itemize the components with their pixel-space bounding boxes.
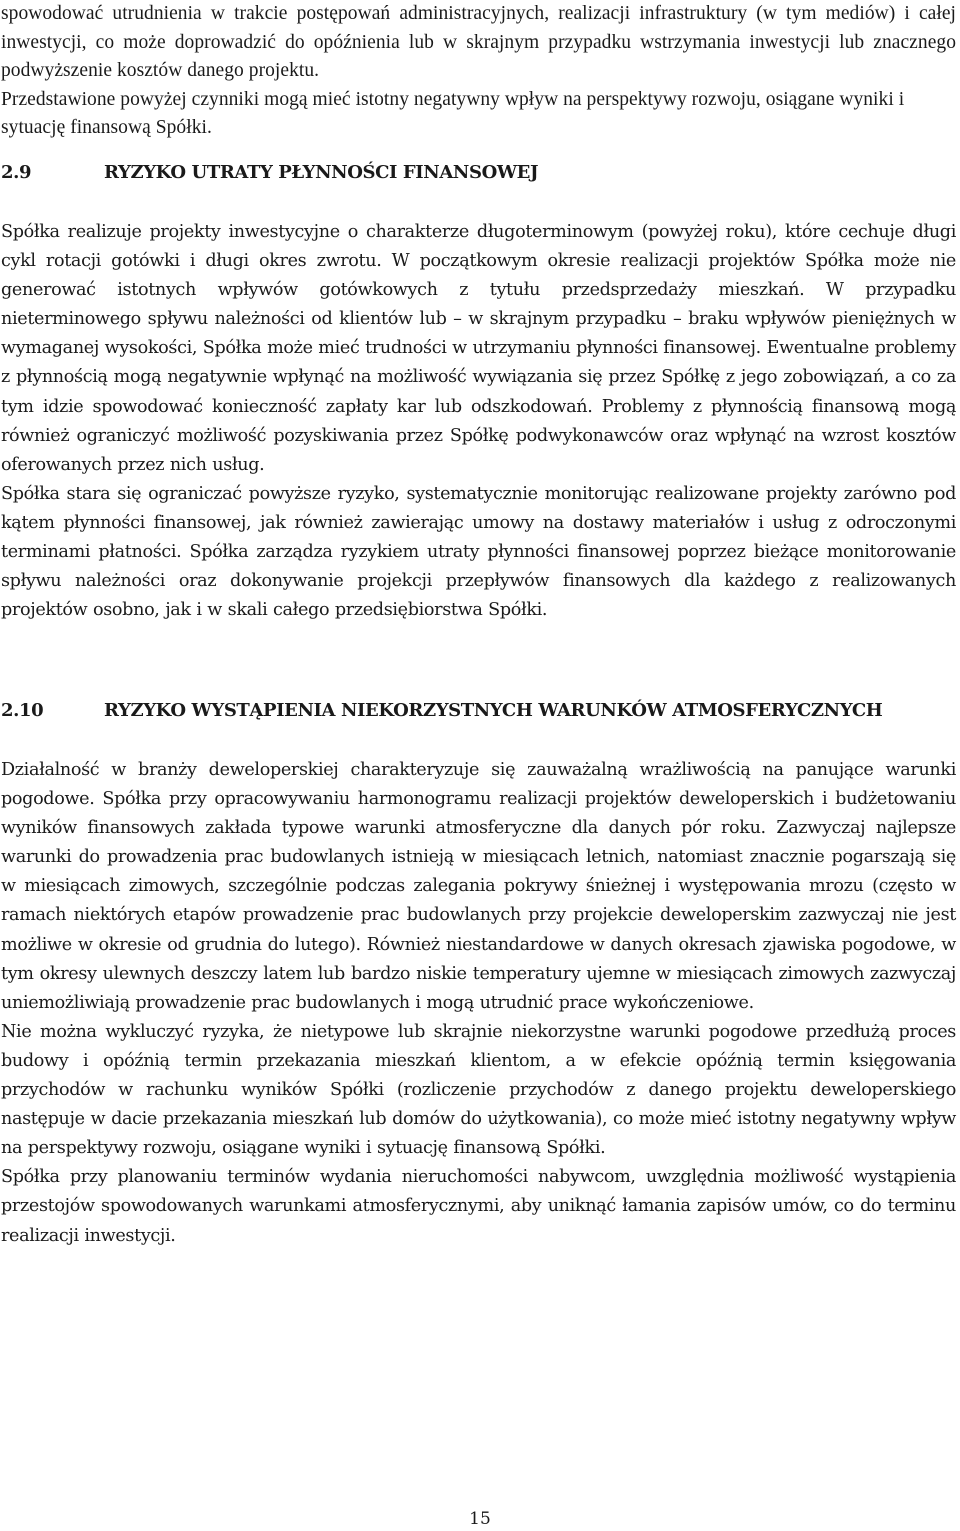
- paragraph: Spółka stara się ograniczać powyższe ryzyko, systematycznie monitorując realizowane projekty zarówno pod kątem płynności finansowej, jak również zawierając umowy na dostawy materiałów i usług z odroczonymi terminami płatności. Spółka zarządza ryzykiem utraty płynności finansowej poprzez bieżące monitorowanie spływu należności oraz dokonywanie projekcji przepływów finansowych dla każdego z realizowanych projektów osobno, jak i w skali całego przedsiębiorstwa Spółki.: [1, 483, 956, 621]
- paragraph: Spółka przy planowaniu terminów wydania nieruchomości nabywcom, uwzględnia możliwość wystąpienia przestojów spowodowanych warunkami atmosferycznymi, aby uniknąć łamania zapisów umów, co do terminu realizacji inwestycji.: [1, 1167, 956, 1246]
- paragraph: Spółka realizuje projekty inwestycyjne o charakterze długoterminowym (powyżej roku), które cechuje długi cykl rotacji gotówki i długi okres zwrotu. W początkowym okresie realizacji projektów Spółka może nie generować istotnych wpływów gotówkowych z tytułu przedsprzedaży mieszkań. W przypadku nieterminowego spływu należności od klientów lub – w skrajnym przypadku – braku wpływów pieniężnych w wymaganej wysokości, Spółka może mieć trudności w utrzymaniu płynności finansowej. Ewentualne problemy z płynnością mogą negatywnie wpłynąć na możliwość wywiązania się przez Spółkę z jego zobowiązań, a co za tym idzie spowodować konieczność zapłaty kar lub odszkodowań. Problemy z płynnością finansową mogą również ograniczyć możliwość pozyskiwania przez Spółkę podwykonawców oraz wpłynąć na wzrost kosztów oferowanych przez nich usług.: [1, 222, 956, 475]
- section-title: RYZYKO UTRATY PŁYNNOŚCI FINANSOWEJ: [104, 162, 539, 183]
- section-number: 2.10: [1, 700, 44, 721]
- intro-text: [0, 0, 958, 143]
- intro-paragraph-1: spowodować utrudnienia w trakcie postępowań administracyjnych, realizacji infrastruktury (w tym mediów) i całej inwestycji, co może doprowadzić do opóźnienia lub w skrajnym przypadku wstrzymania inwestycji lub znacznego podwyższenie kosztów danego projektu.: [1, 3, 956, 82]
- section-body: [0, 218, 958, 625]
- paragraph: Nie można wykluczyć ryzyka, że nietypowe lub skrajnie niekorzystne warunki pogodowe przedłużą proces budowy i opóźnią termin przekazania mieszkań klientom, a w efekcie opóźnią termin księgowania przychodów w rachunku wyników Spółki (rozliczenie przychodów z danego projektu deweloperskiego następuje w dacie przekazania mieszkań lub domów do użytkowania), co może mieć istotny negatywny wpływ na perspektywy rozwoju, osiągane wyniki i sytuację finansową Spółki.: [1, 1021, 956, 1159]
- section-heading: [0, 162, 958, 192]
- section-number: 2.9: [1, 162, 32, 183]
- section-body: [0, 756, 958, 1251]
- section-2-9: [0, 162, 958, 625]
- section-title: RYZYKO WYSTĄPIENIA NIEKORZYSTNYCH WARUNKÓW ATMOSFERYCZNYCH: [104, 700, 883, 721]
- page-number: 15: [469, 1509, 491, 1529]
- section-2-10: [0, 700, 958, 1251]
- intro-paragraph-2: Przedstawione powyżej czynniki mogą mieć istotny negatywny wpływ na perspektywy rozwoju, osiągane wyniki i sytuację finansową Spółki.: [1, 88, 905, 139]
- paragraph: Działalność w branży deweloperskiej charakteryzuje się zauważalną wrażliwością na panujące warunki pogodowe. Spółka przy opracowywaniu harmonogramu realizacji projektów deweloperskich i budżetowaniu wyników finansowych zakłada typowe warunki atmosferyczne dla danych pór roku. Zazwyczaj najlepsze warunki do prowadzenia prac budowlanych istnieją w miesiącach letnich, natomiast znacznie pogarszają się w miesiącach zimowych, szczególnie podczas zalegania pokrywy śnieżnej i występowania mrozu (często w ramach niektórych etapów prowadzenie prac budowlanych przy projekcie deweloperskim zazwyczaj nie jest możliwe w okresie od grudnia do lutego). Również niestandardowe w danych okresach zjawiska pogodowe, w tym okresy ulewnych deszczy latem lub bardzo niskie temperatury ujemne w miesiącach zimowych zazwyczaj uniemożliwiają prowadzenie prac budowlanych i mogą utrudnić prace wykończeniowe.: [1, 760, 956, 1013]
- section-heading: [0, 700, 958, 730]
